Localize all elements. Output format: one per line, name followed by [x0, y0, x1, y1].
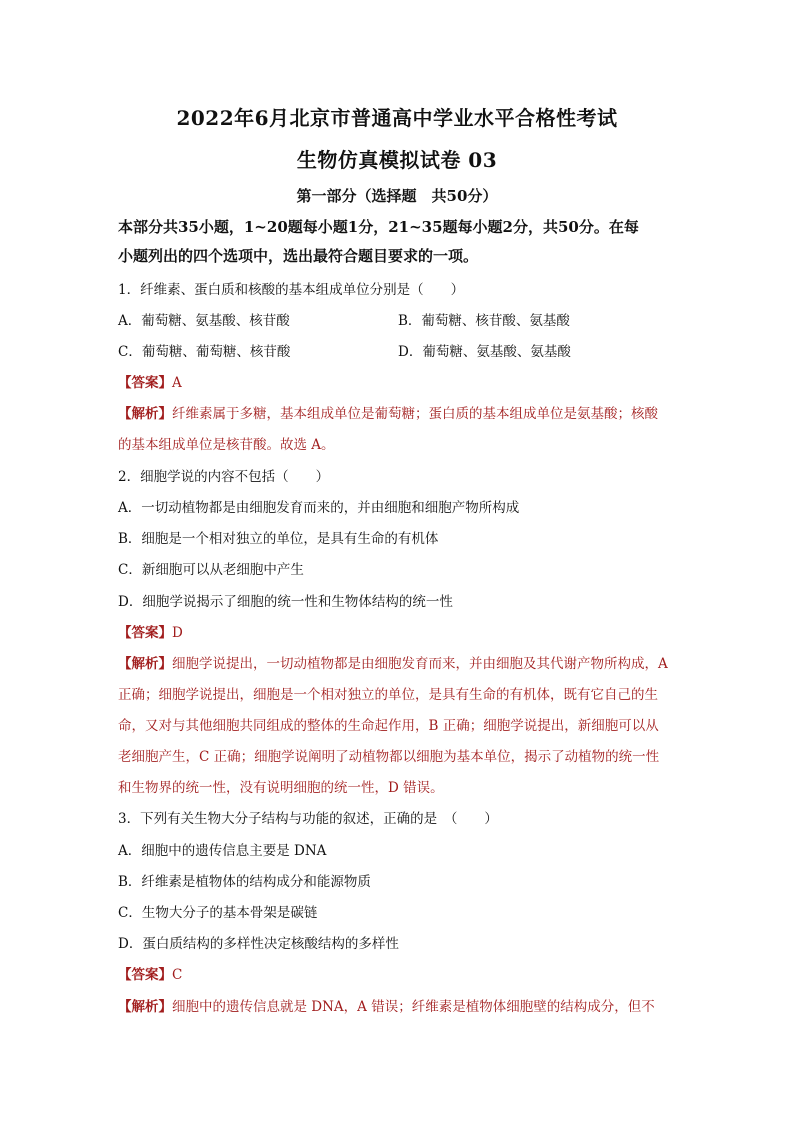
- question-3-option-b: B．纤维素是植物体的结构成分和能源物质: [118, 874, 371, 890]
- analysis-text: 纤维素属于多糖，基本组成单位是葡萄糖；蛋白质的基本组成单位是氨基酸；核酸: [172, 406, 658, 422]
- exam-title: 2022年6月北京市普通高中学业水平合格性考试: [176, 106, 618, 130]
- question-1-analysis-line-1: [118, 404, 678, 424]
- question-2-analysis-line-1: [118, 654, 678, 674]
- section-heading: 第一部分（选择题 共50分）: [296, 187, 498, 205]
- question-2-analysis-line-2: 正确；细胞学说提出，细胞是一个相对独立的单位，是具有生命的有机体，既有它自己的生: [118, 687, 658, 703]
- question-1-option-c: C．葡萄糖、葡萄糖、核苷酸: [118, 344, 291, 360]
- analysis-text: 细胞中的遗传信息就是 DNA，A 错误；纤维素是植物体细胞壁的结构成分，但不: [172, 999, 655, 1015]
- question-1-option-a: A．葡萄糖、氨基酸、核苷酸: [118, 313, 290, 329]
- question-2-option-b: B．细胞是一个相对独立的单位，是具有生命的有机体: [118, 531, 439, 547]
- answer-tag: 【答案】: [118, 375, 172, 391]
- analysis-tag: 【解析】: [118, 656, 172, 672]
- analysis-tag: 【解析】: [118, 999, 172, 1015]
- analysis-tag: 【解析】: [118, 406, 172, 422]
- question-1-option-b: B．葡萄糖、核苷酸、氨基酸: [398, 313, 570, 329]
- question-2-option-c: C．新细胞可以从老细胞中产生: [118, 562, 304, 578]
- answer-tag: 【答案】: [118, 625, 172, 641]
- question-2-analysis-line-5: 和生物界的统一性，没有说明细胞的统一性，D 错误。: [118, 780, 444, 796]
- question-1-option-d: D．葡萄糖、氨基酸、氨基酸: [398, 344, 571, 360]
- question-3-option-d: D．蛋白质结构的多样性决定核酸结构的多样性: [118, 936, 399, 952]
- instructions-line-2: 小题列出的四个选项中，选出最符合题目要求的一项。: [118, 247, 479, 265]
- question-2-option-a: A．一切动植物都是由细胞发育而来的，并由细胞和细胞产物所构成: [118, 500, 520, 516]
- analysis-text: 细胞学说提出，一切动植物都是由细胞发育而来，并由细胞及其代谢产物所构成，A: [172, 656, 668, 672]
- answer-value: D: [172, 625, 183, 641]
- question-3-stem: 3．下列有关生物大分子结构与功能的叙述，正确的是 （ ）: [118, 811, 498, 827]
- question-2-stem: 2．细胞学说的内容不包括（ ）: [118, 469, 330, 485]
- question-3-analysis-line-1: [118, 997, 678, 1017]
- question-2-analysis-line-3: 命，又对与其他细胞共同组成的整体的生命起作用，B 正确；细胞学说提出，新细胞可以从: [118, 718, 659, 734]
- question-3-option-a: A．细胞中的遗传信息主要是 DNA: [118, 843, 327, 859]
- instructions-line-1: 本部分共35小题，1~20题每小题1分，21~35题每小题2分，共50分。在每: [118, 218, 639, 236]
- question-1-answer: [118, 373, 678, 393]
- question-1-stem: 1．纤维素、蛋白质和核酸的基本组成单位分别是（ ）: [118, 282, 465, 298]
- question-1-analysis-line-2: 的基本组成单位是核苷酸。故选 A。: [118, 437, 335, 453]
- answer-tag: 【答案】: [118, 967, 172, 983]
- answer-value: A: [172, 375, 182, 391]
- question-2-answer: [118, 623, 678, 643]
- exam-subtitle: 生物仿真模拟试卷 03: [296, 148, 498, 172]
- answer-value: C: [172, 967, 183, 983]
- question-3-answer: [118, 965, 678, 985]
- question-3-option-c: C．生物大分子的基本骨架是碳链: [118, 905, 318, 921]
- question-2-analysis-line-4: 老细胞产生，C 正确；细胞学说阐明了动植物都以细胞为基本单位，揭示了动植物的统一性: [118, 749, 660, 765]
- question-2-option-d: D．细胞学说揭示了细胞的统一性和生物体结构的统一性: [118, 594, 453, 610]
